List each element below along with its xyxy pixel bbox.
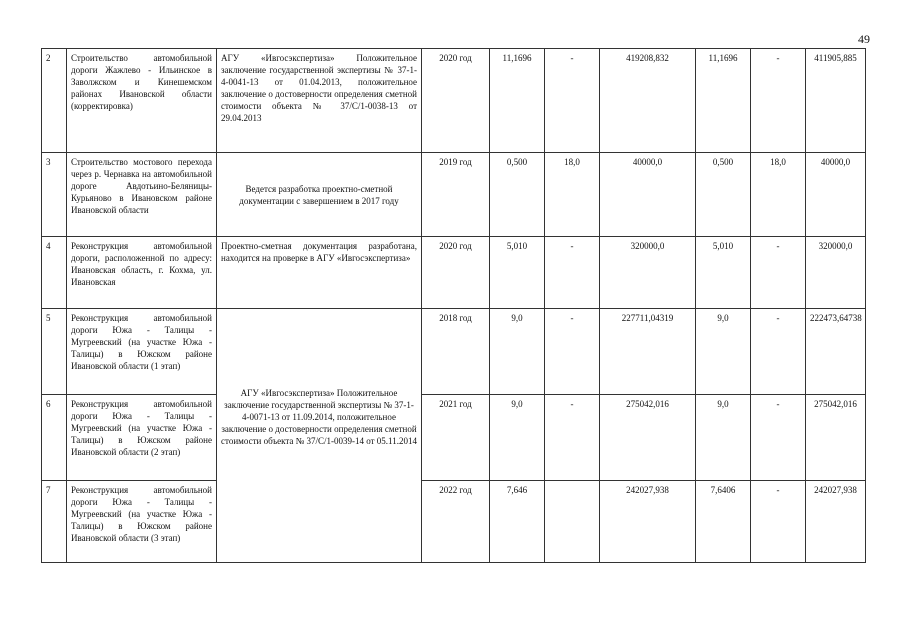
value-cell: 320000,0 — [600, 237, 696, 309]
value-cell: 242027,938 — [600, 481, 696, 563]
year-cell: 2021 год — [422, 395, 490, 481]
object-name: Реконструкция автомобильной дороги Южа - Талицы - Мугреевский (на участке Южа - Талицы) в Южском районе Ивановской области (2 этап) — [67, 395, 217, 481]
merged-expertise-info — [217, 309, 422, 563]
value-cell: - — [751, 309, 806, 395]
expertise-info: Ведется разработка проектно-сметной документации с завершением в 2017 году — [217, 153, 422, 237]
merged-expertise-text: АГУ «Ивгосэкспертиза» Положительное заключение государственной экспертизы № 37-1-4-0071-13 от 11.09.2014, положительное заключение о достоверности определения сметной стоимости объекта № 37/С/1-0039-14 от 05.11.2014 — [221, 388, 417, 446]
page-number: 49 — [858, 32, 870, 46]
object-name: Строительство мостового перехода через р. Чернавка на автомобильной дороге Авдотьино-Беляницы-Курьяново в Ивановском районе Ивановской области — [67, 153, 217, 237]
table-row — [42, 481, 866, 563]
value-cell: 222473,64738 — [806, 309, 866, 395]
value-cell: 9,0 — [490, 309, 545, 395]
expertise-info: Проектно-сметная документация разработана, находится на проверке в АГУ «Ивгосэкспертиза» — [217, 237, 422, 309]
year-cell: 2022 год — [422, 481, 490, 563]
value-cell: - — [751, 49, 806, 153]
row-number: 3 — [42, 153, 67, 237]
value-cell: - — [545, 49, 600, 153]
value-cell: - — [751, 237, 806, 309]
value-cell: 275042,016 — [600, 395, 696, 481]
row-number: 6 — [42, 395, 67, 481]
expertise-info: АГУ «Ивгосэкспертиза» Положительное заключение государственной экспертизы № 37-1-4-0041-13 от 01.04.2013, положительное заключение о достоверности определения сметной стоимости объекта № 37/С/1-0038-13 от 29.04.2013 — [217, 49, 422, 153]
row-number: 5 — [42, 309, 67, 395]
row-number: 4 — [42, 237, 67, 309]
table-row — [42, 49, 866, 153]
value-cell: 419208,832 — [600, 49, 696, 153]
object-name: Реконструкция автомобильной дороги Южа - Талицы - Мугреевский (на участке Южа - Талицы) в Южском районе Ивановской области (3 этап) — [67, 481, 217, 563]
value-cell: 40000,0 — [806, 153, 866, 237]
table-row — [42, 153, 866, 237]
value-cell: 5,010 — [696, 237, 751, 309]
object-name: Строительство автомобильной дороги Жажлево - Ильинское в Заволжском и Кинешемском районах Ивановской области (корректировка) — [67, 49, 217, 153]
value-cell: 242027,938 — [806, 481, 866, 563]
row-number: 7 — [42, 481, 67, 563]
value-cell: 18,0 — [545, 153, 600, 237]
value-cell — [545, 481, 600, 563]
year-cell: 2018 год — [422, 309, 490, 395]
value-cell: 9,0 — [696, 309, 751, 395]
value-cell: 227711,04319 — [600, 309, 696, 395]
year-cell: 2020 год — [422, 237, 490, 309]
object-name: Реконструкция автомобильной дороги, расположенной по адресу: Ивановская область, г. Кохма, ул. Ивановская — [67, 237, 217, 309]
value-cell: 11,1696 — [490, 49, 545, 153]
value-cell: - — [751, 395, 806, 481]
value-cell: 11,1696 — [696, 49, 751, 153]
value-cell: 40000,0 — [600, 153, 696, 237]
value-cell: 320000,0 — [806, 237, 866, 309]
value-cell: 9,0 — [490, 395, 545, 481]
value-cell: 5,010 — [490, 237, 545, 309]
table-row — [42, 309, 866, 395]
value-cell: 0,500 — [696, 153, 751, 237]
value-cell: 411905,885 — [806, 49, 866, 153]
table-row — [42, 395, 866, 481]
value-cell: 275042,016 — [806, 395, 866, 481]
year-cell: 2020 год — [422, 49, 490, 153]
value-cell: - — [545, 395, 600, 481]
value-cell: - — [545, 309, 600, 395]
value-cell: 7,6406 — [696, 481, 751, 563]
objects-table — [41, 48, 866, 563]
value-cell: 0,500 — [490, 153, 545, 237]
value-cell: - — [545, 237, 600, 309]
value-cell: - — [751, 481, 806, 563]
value-cell: 18,0 — [751, 153, 806, 237]
value-cell: 9,0 — [696, 395, 751, 481]
value-cell: 7,646 — [490, 481, 545, 563]
row-number: 2 — [42, 49, 67, 153]
object-name: Реконструкция автомобильной дороги Южа - Талицы - Мугреевский (на участке Южа - Талицы) в Южском районе Ивановской области (1 этап) — [67, 309, 217, 395]
table-row — [42, 237, 866, 309]
year-cell: 2019 год — [422, 153, 490, 237]
